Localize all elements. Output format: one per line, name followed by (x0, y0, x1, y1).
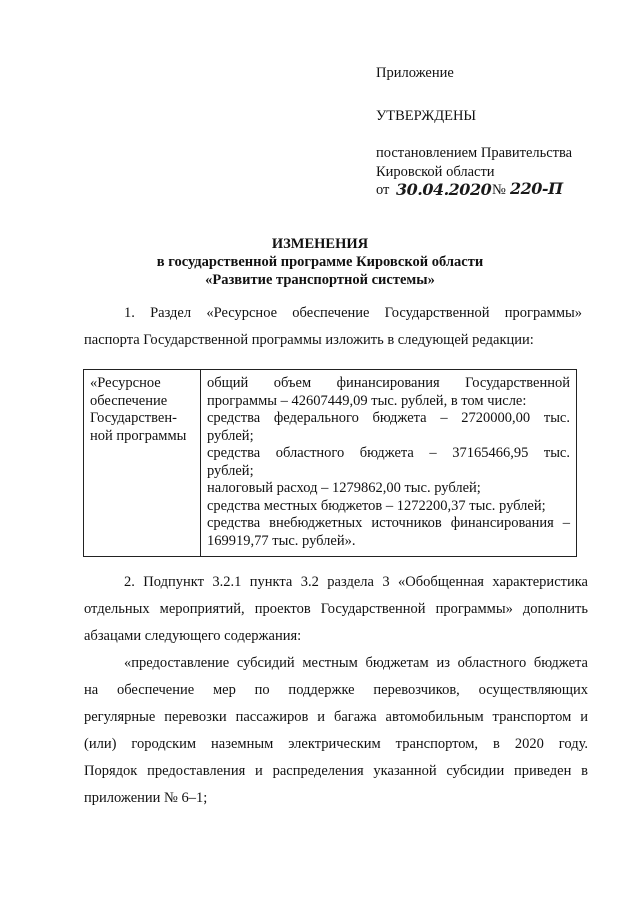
quote-line-2: на обеспечение мер по поддержке перевозчиков, осуществляющих (84, 682, 588, 698)
table-row (84, 370, 577, 557)
item-2-line-3: абзацами следующего содержания: (84, 628, 302, 644)
item-1-paragraph (124, 300, 582, 327)
label-line: обеспечение (90, 392, 168, 409)
item-2-line-2: отдельных мероприятий, проектов Государственной программы» дополнить (84, 601, 588, 617)
quote-block-2 (84, 677, 588, 704)
label-line: ной программы (90, 427, 187, 444)
content-line: программы – 42607449,09 тыс. рублей, в том числе: (207, 392, 527, 409)
item-2-line-1: 2. Подпункт 3.2.1 пункта 3.2 раздела 3 «Обобщенная характеристика (124, 574, 588, 590)
content-line: средства федерального бюджета – 2720000,00 тыс. (207, 410, 570, 426)
label-line: Государствен- (90, 410, 177, 426)
resolution-line-1: постановлением Правительства (376, 145, 573, 161)
document-title: ИЗМЕНЕНИЯ (271, 236, 369, 252)
document-subtitle-2: «Развитие транспортной системы» (205, 272, 435, 288)
resolution-line-2: Кировской области (376, 164, 495, 180)
quote-line-5: Порядок предоставления и распределения указанной субсидии приведен в (84, 763, 588, 779)
appendix-label: Приложение (376, 65, 454, 81)
content-line: рублей; (207, 462, 254, 479)
quote-block-4 (84, 731, 588, 758)
item-1-line-2: паспорта Государственной программы изложить в следующей редакции: (84, 332, 534, 348)
quote-line-4: (или) городским наземным электрическим транспортом, в 2020 году. (84, 736, 588, 752)
document-subtitle-1: в государственной программе Кировской области (156, 254, 484, 270)
item-1-line-1: 1. Раздел «Ресурсное обеспечение Государственной программы» (124, 305, 582, 321)
label-line: «Ресурсное (90, 375, 161, 391)
quote-line-6: приложении № 6–1; (84, 790, 208, 806)
date-prefix: от (376, 182, 390, 198)
table-cell-content (201, 370, 577, 557)
handwritten-number: 220-П (510, 179, 563, 198)
content-line: средства местных бюджетов – 1272200,37 тыс. рублей; (207, 497, 546, 514)
number-prefix: № (492, 182, 506, 198)
table-cell-label (84, 370, 201, 557)
content-line: средства областного бюджета – 37165466,95 тыс. (207, 445, 570, 461)
quote-paragraph (124, 650, 588, 677)
content-line: общий объем финансирования Государственной (207, 375, 570, 391)
resource-table (83, 369, 577, 557)
item-2-paragraph-cont (84, 596, 588, 623)
quote-line-1: «предоставление субсидий местным бюджетам из областного бюджета (124, 655, 588, 671)
quote-block-5 (84, 758, 588, 785)
content-line: рублей; (207, 427, 254, 444)
approved-label: УТВЕРЖДЕНЫ (376, 108, 477, 124)
content-line: налоговый расход – 1279862,00 тыс. рублей; (207, 480, 481, 496)
quote-line-3: регулярные перевозки пассажиров и багажа автомобильным транспортом и (84, 709, 588, 725)
handwritten-date: 30.04.2020 (396, 180, 492, 199)
content-line: средства внебюджетных источников финансирования – (207, 515, 570, 531)
quote-block-3 (84, 704, 588, 731)
content-line: 169919,77 тыс. рублей». (207, 532, 356, 549)
item-2-paragraph (124, 569, 588, 596)
